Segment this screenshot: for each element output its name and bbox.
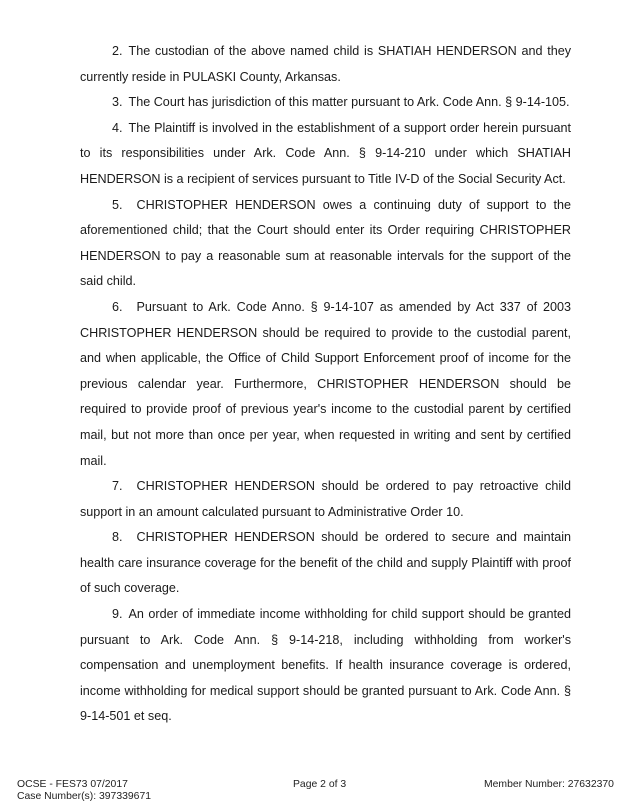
form-id: OCSE - FES73 07/2017 [17,779,128,790]
paragraph-text: CHRISTOPHER HENDERSON owes a continuing duty of support to the aforementioned child; that the Court should enter its Order requiring CHRISTOPHER HENDERSON to pay a reasonable sum at reasonable intervals for the support of the said child. [80,197,571,289]
paragraph-2 [80,39,571,90]
paragraph-9 [80,602,571,730]
paragraph-7 [80,474,571,525]
paragraph-text: The Plaintiff is involved in the establishment of a support order herein pursuant to its responsibilities under Ark. Code Ann. § 9-14-210 under which SHATIAH HENDERSON is a recipient of services pursuant to Title IV-D of the Social Security Act. [80,120,571,186]
document-body [80,39,571,730]
paragraph-4 [80,116,571,193]
paragraph-number: 5. [112,197,123,212]
paragraph-text: The custodian of the above named child is SHATIAH HENDERSON and they currently reside in PULASKI County, Arkansas. [80,44,571,84]
paragraph-number: 9. [112,607,123,622]
paragraph-3 [80,90,571,116]
paragraph-text: Pursuant to Ark. Code Anno. § 9-14-107 as amended by Act 337 of 2003 CHRISTOPHER HENDERSON should be required to provide to the custodial parent, and when applicable, the Office of Child Support Enforcement proof of income for the previous calendar year. Furthermore, CHRISTOPHER HENDERSON should be required to provide proof of previous year's income to the custodial parent by certified mail, but not more than once per year, when requested in writing and sent by certified mail. [80,299,571,468]
case-numbers: Case Number(s): 397339671 [17,791,151,802]
paragraph-8 [80,525,571,602]
paragraph-number: 2. [112,44,123,58]
page-number: Page 2 of 3 [293,779,347,790]
paragraph-text: An order of immediate income withholding for child support should be granted pursuant to Ark. Code Ann. § 9-14-218, including withholding from worker's compensation and unemployment benefits. If health insurance coverage is ordered, income withholding for medical support should be granted pursuant to Ark. Code Ann. § 9-14-501 et seq. [80,607,571,724]
member-number: Member Number: 27632370 [484,779,614,790]
paragraph-number: 7. [112,479,123,494]
paragraph-text: CHRISTOPHER HENDERSON should be ordered to pay retroactive child support in an amount calculated pursuant to Administrative Order 10. [80,479,571,519]
paragraph-5 [80,193,571,295]
paragraph-number: 4. [112,120,123,135]
paragraph-number: 3. [112,95,123,110]
paragraph-number: 6. [112,299,123,314]
paragraph-text: The Court has jurisdiction of this matter pursuant to Ark. Code Ann. § 9-14-105. [128,95,570,110]
footer-left [17,779,151,803]
paragraph-text: CHRISTOPHER HENDERSON should be ordered to secure and maintain health care insurance coverage for the benefit of the child and supply Plaintiff with proof of such coverage. [80,530,571,596]
paragraph-number: 8. [112,530,123,545]
paragraph-6 [80,295,571,474]
